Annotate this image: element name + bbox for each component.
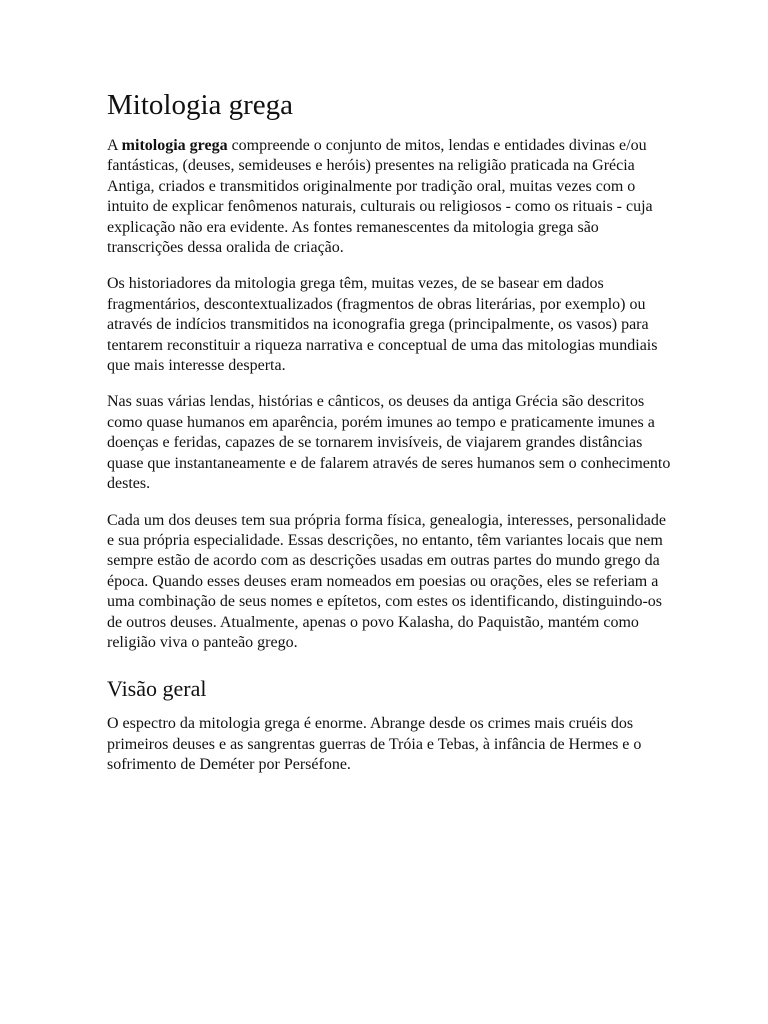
intro-rest: compreende o conjunto de mitos, lendas e entidades divinas e/ou fantásticas, (deuses, semideuses e heróis) presentes na religião praticada na Grécia Antiga, criados e transmitidos originalmente por tradição oral, muitas vezes com o intuito de explicar fenômenos naturais, culturais ou religiosos - como os rituais - cuja explicação não era evidente. As fontes remanescentes da mitologia grega são transcrições dessa oralida de criação. [107,137,653,257]
paragraph-historians: Os historiadores da mitologia grega têm, muitas vezes, de se basear em dados fragmentários, descontextualizados (fragmentos de obras literárias, por exemplo) ou através de indícios transmitidos na iconografia grega (principalmente, os vasos) para tentarem reconstituir a riqueza narrativa e conceptual de uma das mitologias mundiais que mais interesse desperta. [107,275,658,375]
section-heading: Visão geral [107,676,207,702]
intro-bold-term: mitologia grega [121,137,228,154]
paragraph-gods-forms: Cada um dos deuses tem sua própria forma física, genealogia, interesses, personalidade e sua própria especialidade. Essas descrições, no entanto, têm variantes locais que nem sempre estão de acordo com as descrições usadas em outras partes do mundo grego da época. Quando esses deuses eram nomeados em poesias ou orações, eles se referiam a uma combinação de seus nomes e epítetos, com estes os identificando, distinguindo-os de outros deuses. Atualmente, apenas o povo Kalasha, do Paquistão, mantém como religião viva o panteão grego. [107,511,666,651]
intro-paragraph [107,136,675,258]
page-title: Mitologia grega [107,89,294,121]
document-page [107,88,675,792]
section-paragraph: O espectro da mitologia grega é enorme. Abrange desde os crimes mais cruéis dos primeiros deuses e as sangrentas guerras de Tróia e Tebas, à infância de Hermes e o sofrimento de Deméter por Perséfone. [107,715,642,774]
intro-prefix: A [107,137,122,154]
paragraph-gods-description: Nas suas várias lendas, histórias e cânticos, os deuses da antiga Grécia são descritos como quase humanos em aparência, porém imunes ao tempo e praticamente imunes a doenças e feridas, capazes de se tornarem invisíveis, de viajarem grandes distâncias quase que instantaneamente e de falarem através de seres humanos sem o conhecimento destes. [107,393,671,493]
